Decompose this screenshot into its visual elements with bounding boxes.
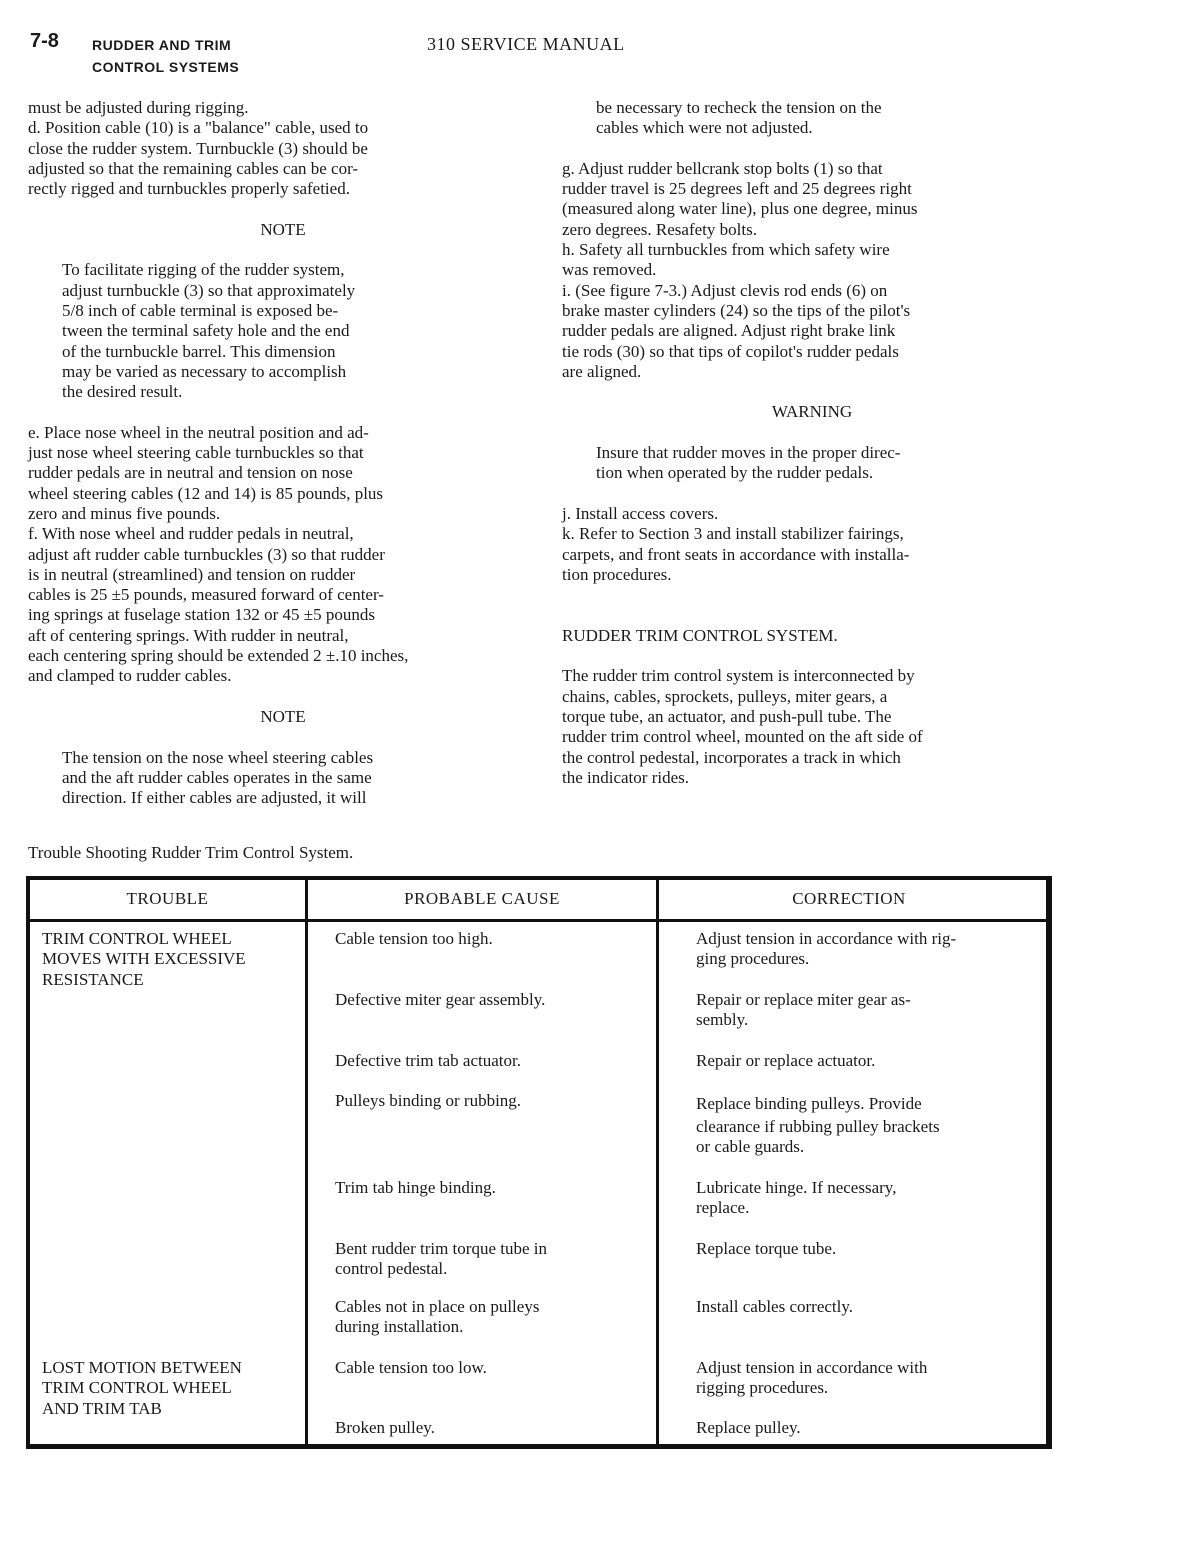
correction-line: sembly. — [696, 1010, 749, 1030]
correction-line: Lubricate hinge. If necessary, — [696, 1178, 897, 1197]
trouble-line: TRIM CONTROL WHEEL — [42, 929, 232, 948]
cause-line: Cable tension too low. — [335, 1358, 487, 1377]
correction-line: Replace binding pulleys. Provide — [696, 1094, 922, 1113]
cause-cell — [335, 1178, 496, 1198]
warning-text: tion when operated by the rudder pedals. — [596, 463, 874, 483]
trouble-line: MOVES WITH EXCESSIVE — [42, 949, 246, 969]
correction-line: Repair or replace miter gear as- — [696, 990, 911, 1009]
trouble-cell — [42, 929, 246, 990]
text-line: is in neutral (streamlined) and tension on rudder — [28, 564, 356, 584]
subheading: RUDDER TRIM CONTROL SYSTEM. — [562, 625, 838, 645]
step-h: h. Safety all turnbuckles from which safety wire — [562, 240, 890, 260]
correction-cell — [696, 1239, 836, 1259]
correction-line: Repair or replace actuator. — [696, 1051, 876, 1070]
cause-line: Pulleys binding or rubbing. — [335, 1091, 522, 1110]
right-column — [562, 98, 1062, 788]
step-g: g. Adjust rudder bellcrank stop bolts (1) so that — [562, 158, 883, 178]
page-number: 7-8 — [30, 30, 59, 52]
correction-line: Replace pulley. — [696, 1418, 801, 1437]
column-divider — [656, 880, 659, 1444]
section-title-line-1: RUDDER AND TRIM — [92, 37, 232, 53]
header-trouble: TROUBLE — [126, 889, 209, 908]
header-divider — [30, 919, 1046, 922]
cause-line: Broken pulley. — [335, 1418, 435, 1437]
troubleshooting-table — [26, 876, 1052, 1449]
section-title — [92, 34, 239, 78]
correction-cell — [696, 929, 956, 970]
text-line: tie rods (30) so that tips of copilot's rudder pedals — [562, 341, 899, 361]
correction-line: replace. — [696, 1198, 750, 1218]
text-line: rudder pedals are aligned. Adjust right brake link — [562, 321, 896, 341]
manual-title: 310 SERVICE MANUAL — [427, 34, 625, 54]
cause-line: control pedestal. — [335, 1259, 448, 1279]
trouble-line: AND TRIM TAB — [42, 1398, 162, 1418]
cause-line: Defective trim tab actuator. — [335, 1051, 521, 1070]
note-text: adjust turnbuckle (3) so that approximately — [62, 280, 356, 300]
text-line: rectly rigged and turnbuckles properly safetied. — [28, 179, 350, 199]
text-line: torque tube, an actuator, and push-pull tube. The — [562, 706, 892, 726]
section-title-line-2: CONTROL SYSTEMS — [92, 59, 240, 75]
correction-cell — [696, 1091, 940, 1158]
correction-line: rigging procedures. — [696, 1378, 829, 1398]
header-probable-cause: PROBABLE CAUSE — [404, 889, 560, 908]
cause-cell — [335, 990, 545, 1010]
correction-line: or cable guards. — [696, 1137, 805, 1157]
trouble-line: TRIM CONTROL WHEEL — [42, 1378, 232, 1398]
step-d: d. Position cable (10) is a "balance" cable, used to — [28, 118, 369, 138]
cause-cell — [335, 929, 493, 949]
text-line: are aligned. — [562, 361, 642, 381]
column-divider — [305, 880, 308, 1444]
warning-heading: WARNING — [771, 402, 853, 422]
text-line: each centering spring should be extended 2 ±.10 inches, — [28, 646, 409, 666]
correction-cell — [696, 990, 911, 1031]
text-line: just nose wheel steering cable turnbuckles so that — [28, 443, 364, 463]
note-text: To facilitate rigging of the rudder system, — [62, 260, 345, 280]
text-line: ing springs at fuselage station 132 or 45 ±5 pounds — [28, 605, 375, 625]
note-text: The tension on the nose wheel steering cables — [62, 747, 374, 767]
note-text: cables which were not adjusted. — [596, 118, 813, 138]
text-line: zero and minus five pounds. — [28, 503, 221, 523]
step-i: i. (See figure 7-3.) Adjust clevis rod ends (6) on — [562, 280, 888, 300]
correction-cell — [696, 1358, 927, 1399]
text-line: zero degrees. Resafety bolts. — [562, 219, 757, 239]
text-line: carpets, and front seats in accordance with installa- — [562, 544, 910, 564]
text-line: close the rudder system. Turnbuckle (3) should be — [28, 138, 368, 158]
note-text: and the aft rudder cables operates in the same — [62, 767, 372, 787]
text-line: (measured along water line), plus one degree, minus — [562, 199, 918, 219]
trouble-line: RESISTANCE — [42, 969, 144, 989]
text-line: and clamped to rudder cables. — [28, 666, 232, 686]
text-line: aft of centering springs. With rudder in neutral, — [28, 625, 349, 645]
text-line: the control pedestal, incorporates a track in which — [562, 747, 901, 767]
text-line: adjust aft rudder cable turnbuckles (3) so that rudder — [28, 544, 385, 564]
cause-line: Cable tension too high. — [335, 929, 493, 948]
trouble-cell — [42, 1358, 242, 1419]
left-column — [28, 98, 538, 808]
correction-line: Install cables correctly. — [696, 1297, 854, 1316]
correction-cell — [696, 1178, 896, 1219]
note-text: tween the terminal safety hole and the end — [62, 321, 350, 341]
cause-line: Cables not in place on pulleys — [335, 1297, 540, 1316]
text-line: The rudder trim control system is interconnected by — [562, 666, 915, 686]
cause-cell — [335, 1239, 547, 1280]
cause-cell — [335, 1051, 521, 1071]
text-line: was removed. — [562, 260, 657, 280]
note-text: 5/8 inch of cable terminal is exposed be- — [62, 300, 339, 320]
cause-cell — [335, 1418, 435, 1438]
note-text: of the turnbuckle barrel. This dimension — [62, 341, 336, 361]
note-text: the desired result. — [62, 382, 183, 402]
correction-line: clearance if rubbing pulley brackets — [696, 1117, 940, 1136]
text-line: rudder trim control wheel, mounted on the aft side of — [562, 727, 923, 747]
text-line: rudder pedals are in neutral and tension on nose — [28, 463, 353, 483]
table-caption: Trouble Shooting Rudder Trim Control System. — [28, 843, 354, 862]
correction-line: Replace torque tube. — [696, 1239, 837, 1258]
correction-line: Adjust tension in accordance with — [696, 1358, 928, 1377]
cause-line: during installation. — [335, 1317, 464, 1337]
correction-cell — [696, 1051, 875, 1071]
trouble-line: LOST MOTION BETWEEN — [42, 1358, 242, 1377]
note-text: may be varied as necessary to accomplish — [62, 361, 347, 381]
cause-line: Bent rudder trim torque tube in — [335, 1239, 547, 1258]
note-text: be necessary to recheck the tension on the — [596, 98, 882, 117]
text-line: adjusted so that the remaining cables can be cor- — [28, 158, 359, 178]
cause-cell — [335, 1091, 521, 1111]
text-line: must be adjusted during rigging. — [28, 98, 249, 117]
correction-line: ging procedures. — [696, 949, 810, 969]
warning-text: Insure that rudder moves in the proper direc- — [596, 443, 901, 463]
correction-cell — [696, 1297, 853, 1317]
step-k: k. Refer to Section 3 and install stabilizer fairings, — [562, 524, 904, 544]
note-heading: NOTE — [260, 219, 306, 239]
step-j: j. Install access covers. — [562, 503, 719, 523]
step-f: f. With nose wheel and rudder pedals in neutral, — [28, 524, 354, 544]
correction-cell — [696, 1418, 801, 1438]
text-line: chains, cables, sprockets, pulleys, miter gears, a — [562, 686, 888, 706]
step-e: e. Place nose wheel in the neutral position and ad- — [28, 422, 369, 442]
text-line: cables is 25 ±5 pounds, measured forward of center- — [28, 585, 384, 605]
note-text: direction. If either cables are adjusted, it will — [62, 788, 367, 808]
text-line: rudder travel is 25 degrees left and 25 degrees right — [562, 179, 912, 199]
cause-cell — [335, 1358, 487, 1378]
correction-line: Adjust tension in accordance with rig- — [696, 929, 957, 948]
text-line: tion procedures. — [562, 564, 672, 584]
text-line: wheel steering cables (12 and 14) is 85 pounds, plus — [28, 483, 384, 503]
header-correction: CORRECTION — [792, 889, 906, 908]
note-heading: NOTE — [260, 706, 306, 726]
cause-cell — [335, 1297, 539, 1338]
cause-line: Trim tab hinge binding. — [335, 1178, 496, 1197]
text-line: brake master cylinders (24) so the tips of the pilot's — [562, 300, 911, 320]
cause-line: Defective miter gear assembly. — [335, 990, 546, 1009]
text-line: the indicator rides. — [562, 767, 689, 787]
